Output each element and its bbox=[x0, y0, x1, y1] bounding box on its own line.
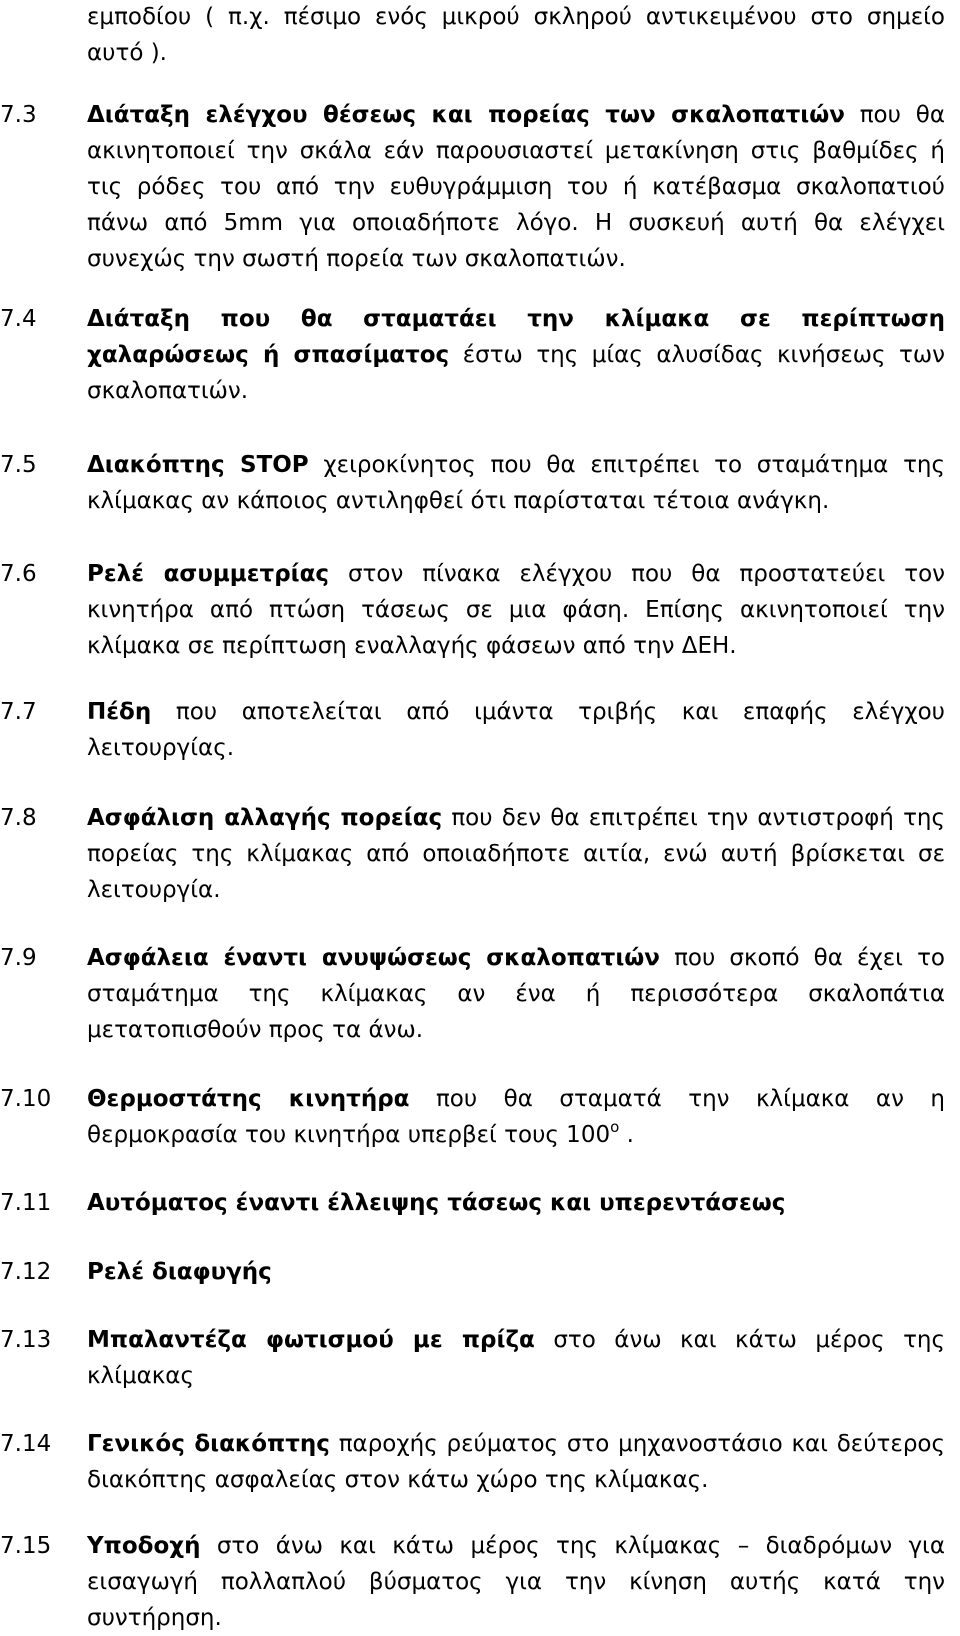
item-number: 7.11 bbox=[0, 1190, 52, 1216]
intro-paragraph: εμποδίου ( π.χ. πέσιμο ενός μικρού σκληρού αντικειμένου στο σημείο αυτό ). bbox=[87, 4, 945, 66]
degree-superscript: ο bbox=[610, 1118, 620, 1136]
item-title: Αυτόματος έναντι έλλειψης τάσεως και υπερεντάσεως bbox=[87, 1190, 786, 1216]
item-number: 7.15 bbox=[0, 1533, 52, 1559]
item-text bbox=[87, 1081, 945, 1153]
item-text bbox=[87, 1322, 945, 1394]
item-text bbox=[87, 97, 945, 277]
item-description: που θα ακινητοποιεί την σκάλα εάν παρουσιαστεί μετακίνηση στις βαθμίδες ή τις ρόδες του από την ευθυγράμμιση του ή κατέβασμα σκαλοπατιού πάνω από 5mm για οποιαδήποτε λόγο. Η συσκευή αυτή θα ελέγχει συνεχώς την σωστή πορεία των σκαλοπατιών. bbox=[87, 102, 945, 272]
item-description: που σκοπό θα έχει το σταμάτημα της κλίμακας αν ένα ή περισσότερα σκαλοπάτια μετατοπισθούν προς τα άνω. bbox=[87, 945, 945, 1043]
item-title: Διάταξη ελέγχου θέσεως και πορείας των σκαλοπατιών bbox=[87, 102, 845, 128]
item-description: στο άνω και κάτω μέρος της κλίμακας bbox=[87, 1327, 945, 1389]
item-description: που θα σταματά την κλίμακα αν η θερμοκρασία του κινητήρα υπερβεί τους 100 bbox=[87, 1086, 946, 1148]
item-title: Γενικός διακόπτης bbox=[87, 1431, 330, 1457]
item-title: Ρελέ διαφυγής bbox=[87, 1259, 272, 1285]
item-description: παροχής ρεύματος στο μηχανοστάσιο και δεύτερος διακόπτης ασφαλείας στον κάτω χώρο της κλίμακας. bbox=[87, 1431, 945, 1493]
item-number: 7.5 bbox=[0, 452, 37, 478]
item-number: 7.10 bbox=[0, 1086, 52, 1112]
item-number: 7.12 bbox=[0, 1259, 52, 1285]
item-text bbox=[87, 694, 945, 766]
item-text bbox=[87, 556, 945, 664]
item-text bbox=[87, 1528, 945, 1636]
item-text bbox=[87, 1254, 945, 1290]
item-number: 7.6 bbox=[0, 561, 37, 587]
item-number: 7.14 bbox=[0, 1431, 52, 1457]
item-title: Ασφάλεια έναντι ανυψώσεως σκαλοπατιών bbox=[87, 945, 660, 971]
item-title: Πέδη bbox=[87, 699, 152, 725]
item-description: έστω της μίας αλυσίδας κινήσεως των σκαλοπατιών. bbox=[87, 342, 945, 404]
item-title: Ρελέ ασυμμετρίας bbox=[87, 561, 330, 587]
item-number: 7.3 bbox=[0, 102, 37, 128]
item-description-tail: . bbox=[619, 1122, 634, 1148]
item-number: 7.7 bbox=[0, 699, 37, 725]
item-text bbox=[87, 1185, 945, 1221]
item-description: χειροκίνητος που θα επιτρέπει το σταμάτημα της κλίμακας αν κάποιος αντιληφθεί ότι παρίσταται τέτοια ανάγκη. bbox=[87, 452, 945, 514]
item-title: Διακόπτης STOP bbox=[87, 452, 309, 478]
item-title: Ασφάλιση αλλαγής πορείας bbox=[87, 805, 443, 831]
item-title: Διάταξη που θα σταματάει την κλίμακα σε περίπτωση χαλαρώσεως ή σπασίματος bbox=[87, 306, 945, 368]
item-description: στον πίνακα ελέγχου που θα προστατεύει τον κινητήρα από πτώση τάσεως σε μια φάση. Επίσης ακινητοποιεί την κλίμακα σε περίπτωση εναλλαγής φάσεων από την ΔΕΗ. bbox=[87, 561, 945, 659]
item-description: που αποτελείται από ιμάντα τριβής και επαφής ελέγχου λειτουργίας. bbox=[87, 699, 945, 761]
item-number: 7.4 bbox=[0, 306, 37, 332]
item-title: Μπαλαντέζα φωτισμού με πρίζα bbox=[87, 1327, 535, 1353]
item-text bbox=[87, 301, 945, 409]
item-description: που δεν θα επιτρέπει την αντιστροφή της πορείας της κλίμακας από οποιαδήποτε αιτία, ενώ αυτή βρίσκεται σε λειτουργία. bbox=[87, 805, 945, 903]
item-text bbox=[87, 940, 945, 1048]
item-number: 7.8 bbox=[0, 805, 37, 831]
item-number: 7.13 bbox=[0, 1327, 52, 1353]
item-title: Υποδοχή bbox=[87, 1533, 201, 1559]
item-number: 7.9 bbox=[0, 945, 37, 971]
item-description: στο άνω και κάτω μέρος της κλίμακας – διαδρόμων για εισαγωγή πολλαπλού βύσματος για την κίνηση αυτής κατά την συντήρηση. bbox=[87, 1533, 945, 1631]
item-text bbox=[87, 1426, 945, 1498]
item-title: Θερμοστάτης κινητήρα bbox=[87, 1086, 410, 1112]
item-text bbox=[87, 800, 945, 908]
item-text bbox=[87, 447, 945, 519]
